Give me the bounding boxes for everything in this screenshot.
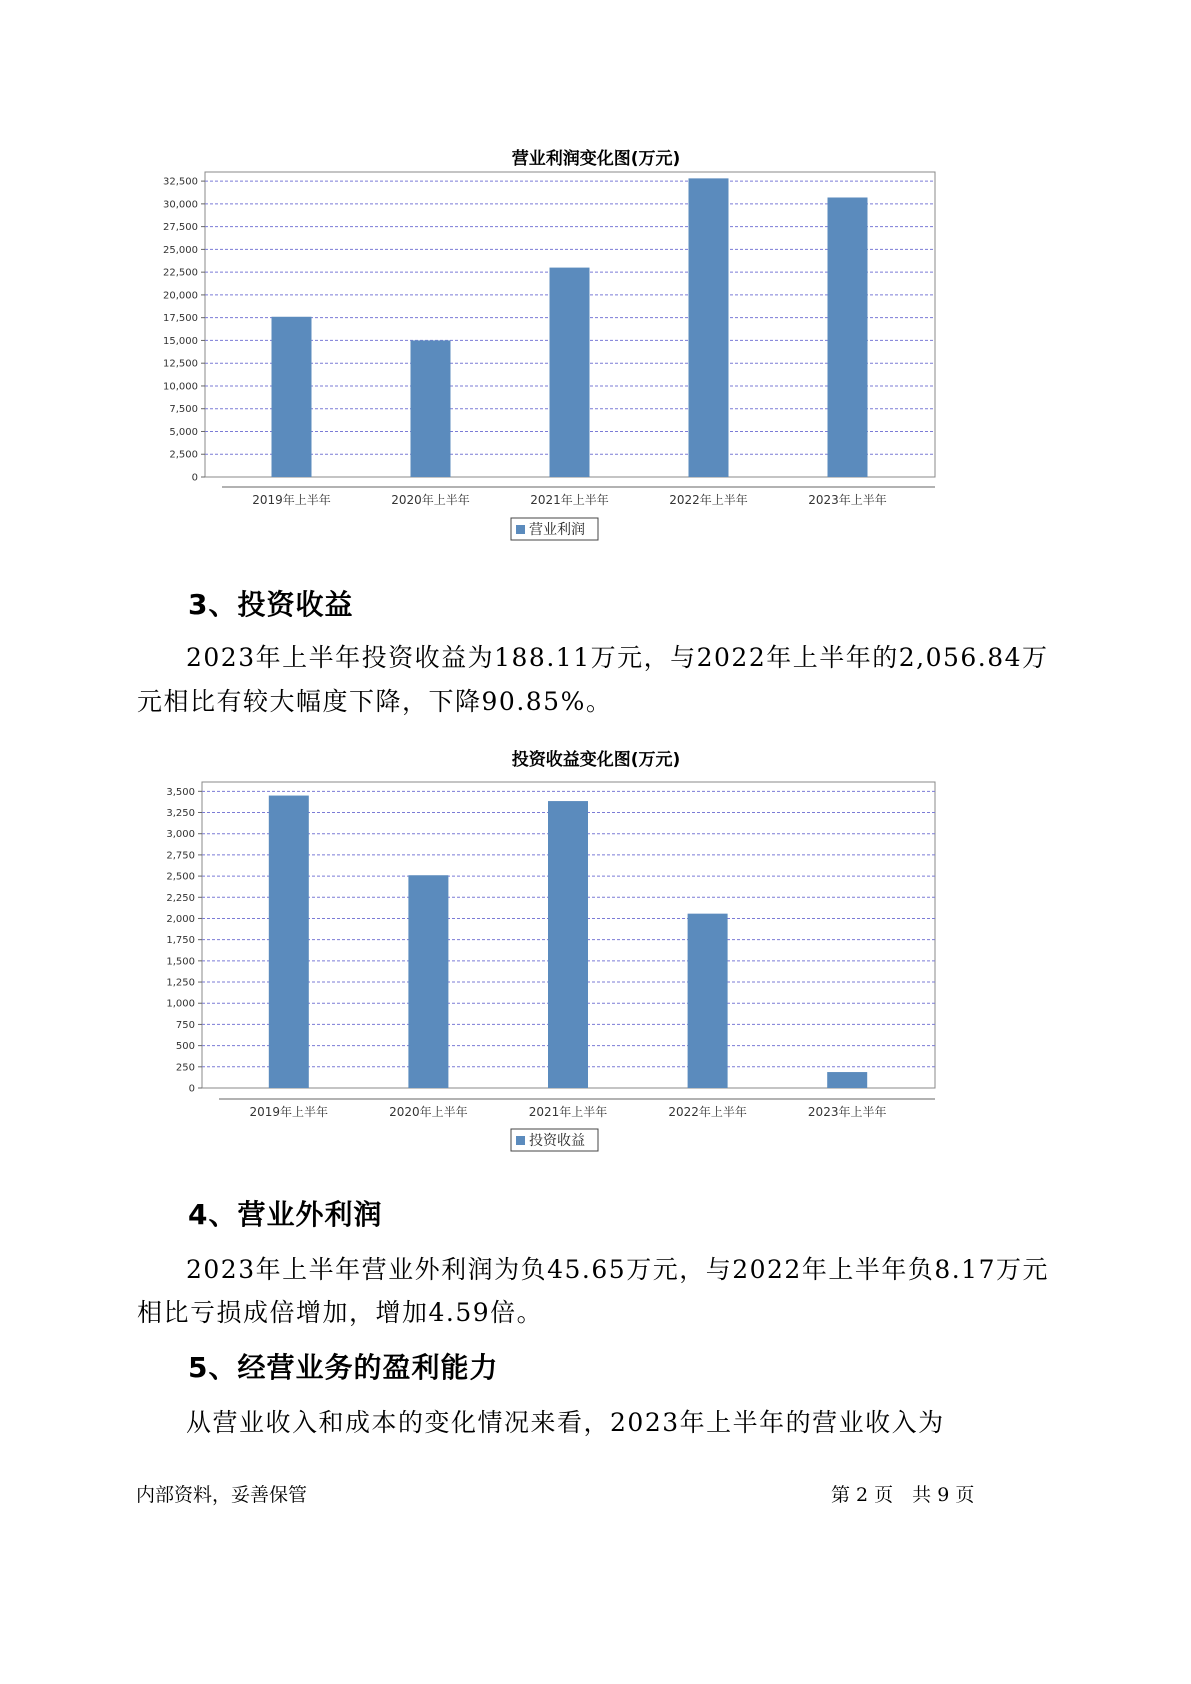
legend-swatch <box>516 1136 525 1145</box>
y-tick-label: 0 <box>188 1083 195 1095</box>
x-category-label: 2020年上半年 <box>391 493 470 507</box>
y-tick-label: 22,500 <box>163 267 198 279</box>
section-4-line-2: 相比亏损成倍增加，增加4.59倍。 <box>137 1298 544 1327</box>
chart2-title: 投资收益变化图(万元) <box>511 750 681 770</box>
y-tick-label: 2,250 <box>166 892 195 904</box>
y-tick-label: 5,000 <box>169 426 198 438</box>
y-tick-label: 32,500 <box>163 176 198 188</box>
x-category-label: 2023年上半年 <box>808 493 887 507</box>
bar <box>408 875 448 1088</box>
x-category-label: 2019年上半年 <box>249 1105 329 1119</box>
x-category-label: 2022年上半年 <box>669 493 748 507</box>
y-tick-label: 1,500 <box>166 956 195 968</box>
y-tick-label: 30,000 <box>163 199 198 211</box>
y-tick-label: 0 <box>191 472 198 484</box>
x-category-label: 2021年上半年 <box>530 493 609 507</box>
y-tick-label: 20,000 <box>163 290 198 302</box>
y-tick-label: 1,750 <box>166 935 195 947</box>
section-5-heading: 5、经营业务的盈利能力 <box>188 1351 499 1384</box>
bar <box>548 801 588 1088</box>
y-tick-label: 12,500 <box>163 358 198 370</box>
y-tick-label: 3,500 <box>166 786 195 798</box>
legend-label: 投资收益 <box>529 1133 585 1149</box>
y-tick-label: 15,000 <box>163 335 198 347</box>
footer-confidential: 内部资料，妥善保管 <box>136 1484 308 1506</box>
y-tick-label: 27,500 <box>163 222 198 234</box>
bar <box>827 1072 867 1088</box>
section-4-heading: 4、营业外利润 <box>188 1198 383 1231</box>
y-tick-label: 250 <box>175 1062 195 1074</box>
y-tick-label: 500 <box>175 1041 195 1053</box>
y-tick-label: 10,000 <box>163 381 198 393</box>
x-category-label: 2019年上半年 <box>252 493 331 507</box>
legend-label: 营业利润 <box>529 522 585 538</box>
y-tick-label: 25,000 <box>163 244 198 256</box>
x-category-label: 2023年上半年 <box>807 1105 887 1119</box>
y-tick-label: 3,250 <box>166 808 195 820</box>
footer-page-number: 第 2 页 共 9 页 <box>831 1484 975 1506</box>
y-tick-label: 1,000 <box>166 998 195 1010</box>
y-tick-label: 2,500 <box>169 449 198 461</box>
bar <box>269 796 309 1088</box>
bar <box>688 914 728 1088</box>
y-tick-label: 7,500 <box>169 404 198 416</box>
chart1-title: 营业利润变化图(万元) <box>511 149 681 169</box>
x-category-label: 2022年上半年 <box>668 1105 747 1119</box>
x-category-label: 2021年上半年 <box>528 1105 608 1119</box>
section-5-line-1: 从营业收入和成本的变化情况来看，2023年上半年的营业收入为 <box>186 1408 945 1437</box>
y-tick-label: 17,500 <box>163 313 198 325</box>
x-category-label: 2020年上半年 <box>389 1105 468 1119</box>
y-tick-label: 3,000 <box>166 829 195 841</box>
section-4-line-1: 2023年上半年营业外利润为负45.65万元，与2022年上半年负8.17万元 <box>186 1255 1049 1284</box>
y-tick-label: 2,000 <box>166 913 195 925</box>
y-tick-label: 1,250 <box>166 977 195 989</box>
legend <box>511 1129 598 1151</box>
section-3-heading: 3、投资收益 <box>188 588 354 621</box>
section-3-line-1: 2023年上半年投资收益为188.11万元，与2022年上半年的2,056.84万 <box>186 643 1049 672</box>
section-3-line-2: 元相比有较大幅度下降，下降90.85%。 <box>137 687 613 716</box>
y-tick-label: 2,750 <box>166 850 195 862</box>
y-tick-label: 2,500 <box>166 871 195 883</box>
y-tick-label: 750 <box>175 1019 195 1031</box>
